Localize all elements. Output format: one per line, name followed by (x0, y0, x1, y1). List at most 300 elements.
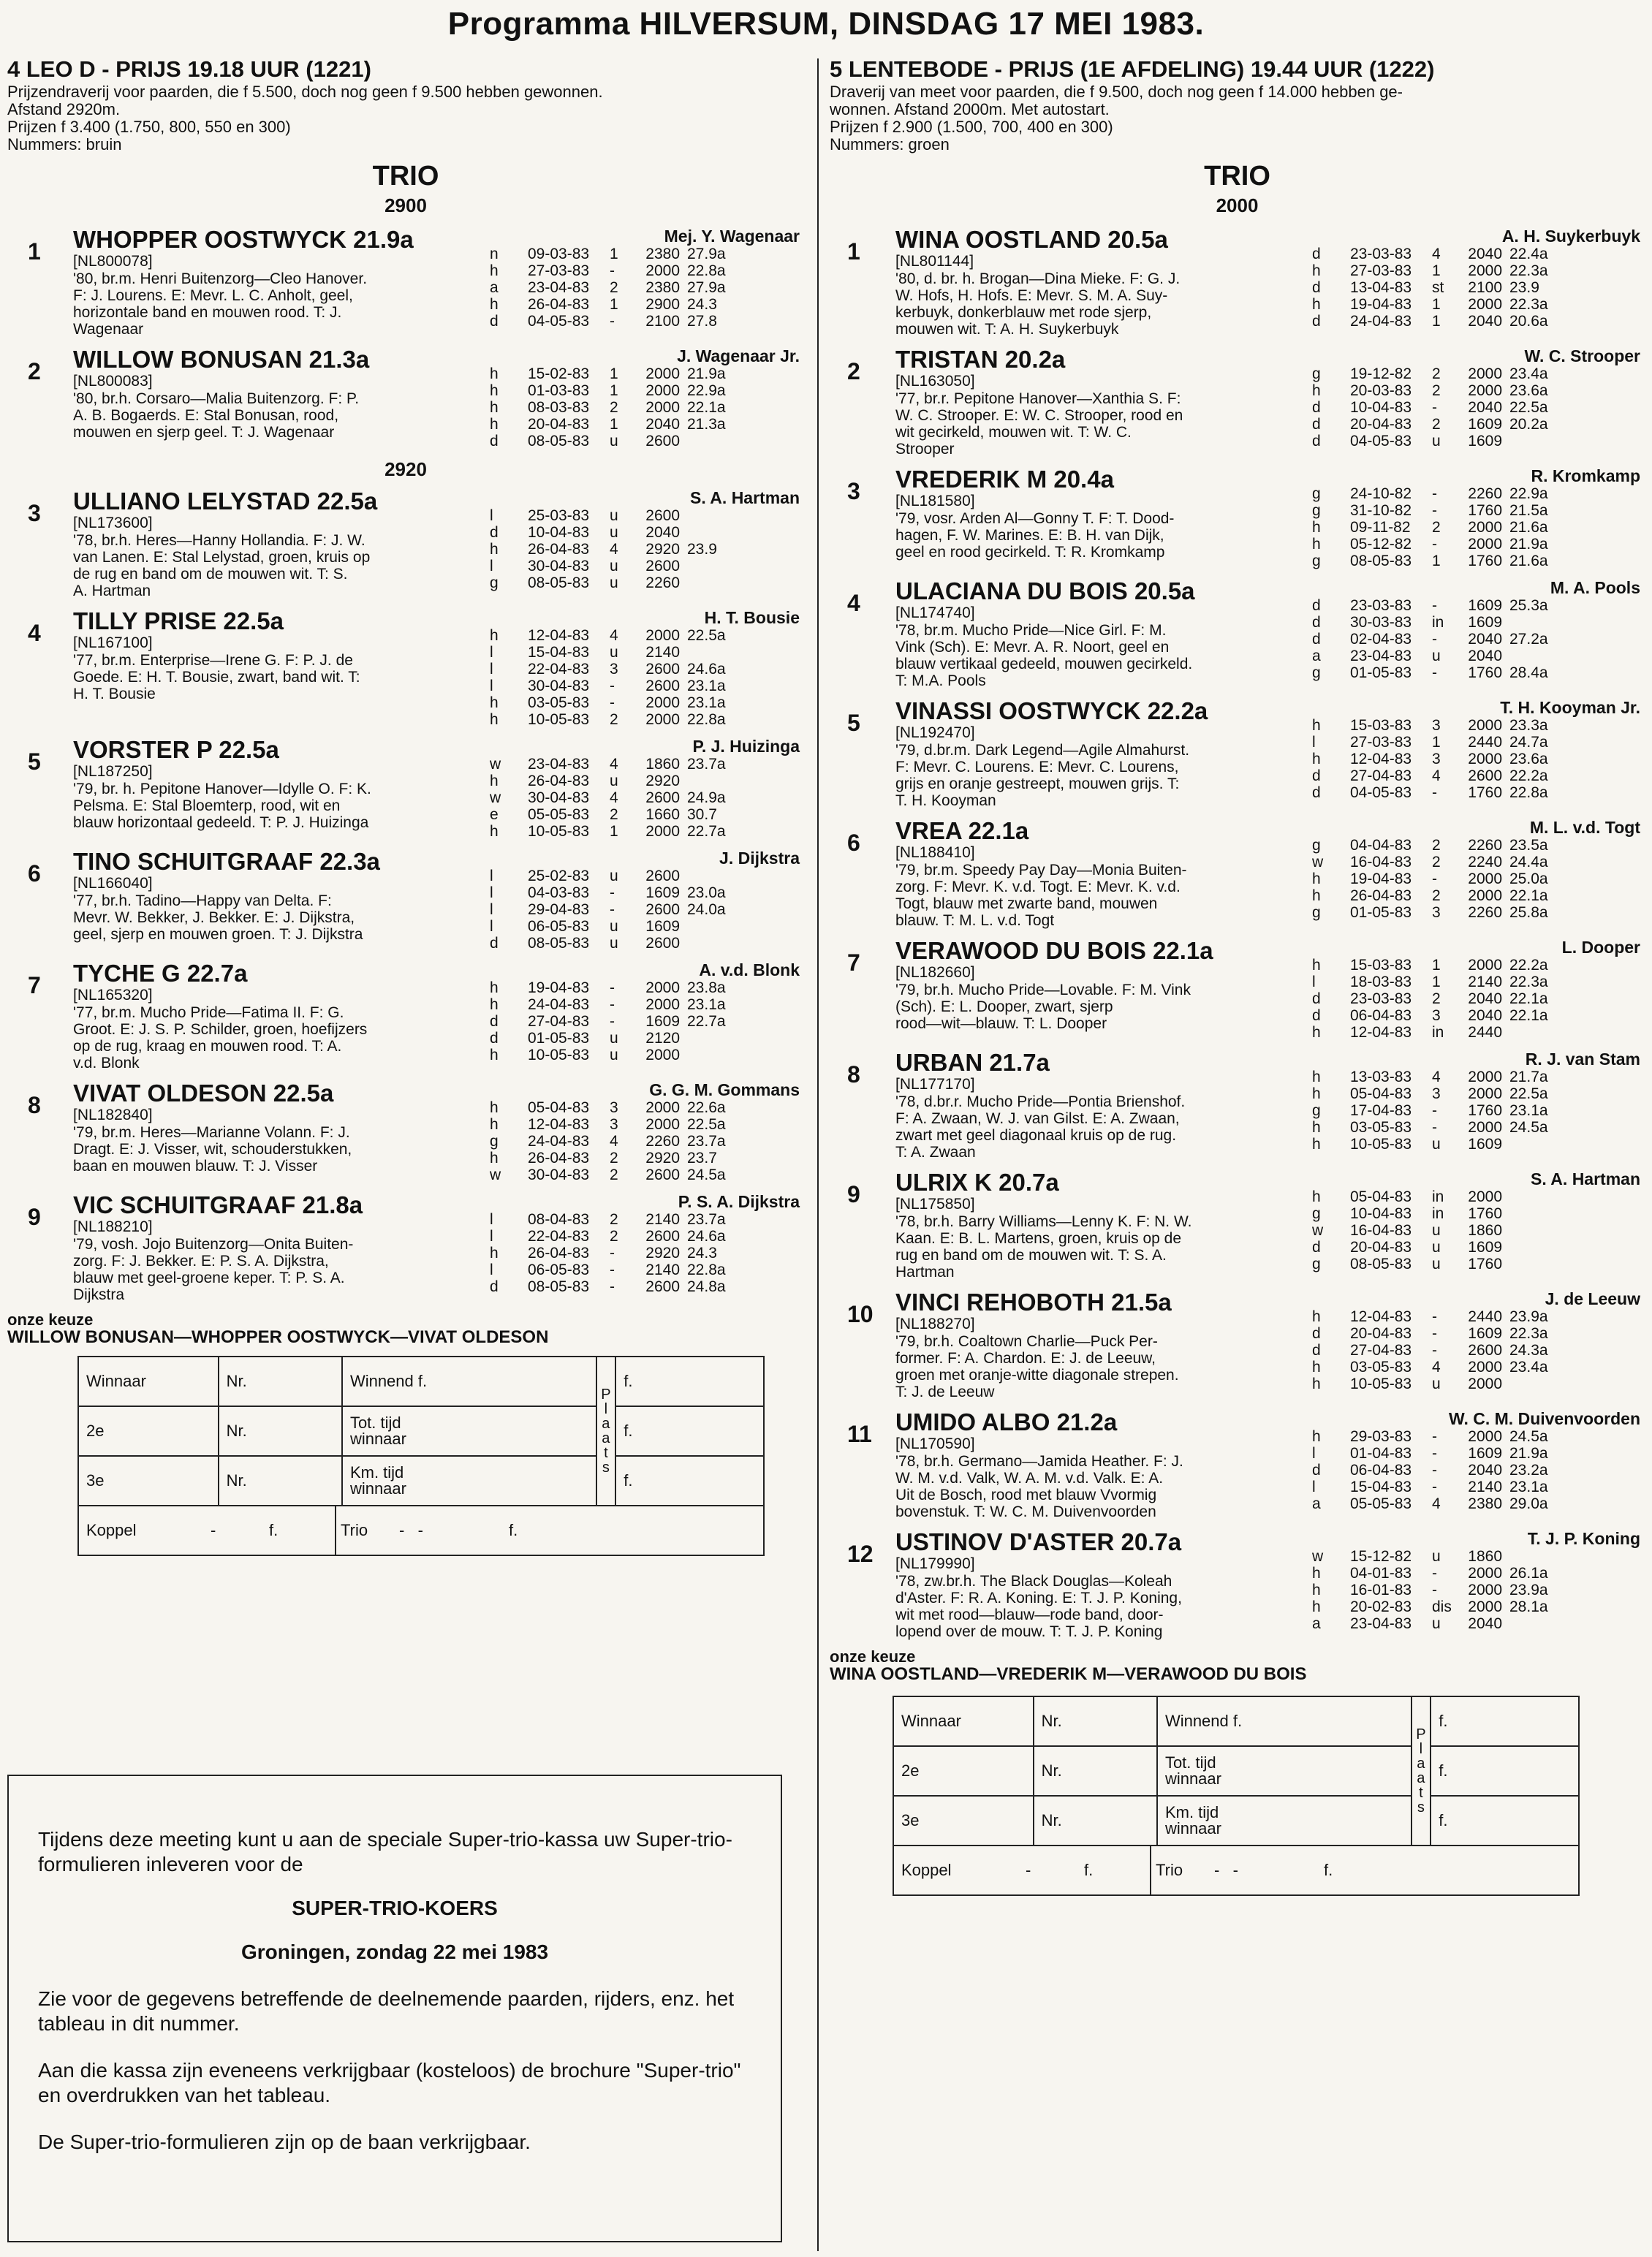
race-time: 22.5a (687, 1116, 726, 1133)
race-distance: 1609 (1468, 1239, 1502, 1256)
race-distance: 2140 (1468, 974, 1502, 990)
tweede-label: 2e (893, 1746, 1034, 1796)
placing: 3 (1432, 751, 1441, 767)
placing: 2 (1432, 837, 1441, 854)
race-distance: 2000 (1468, 887, 1502, 904)
koppel-f: f. (269, 1521, 279, 1539)
race-distance: 2600 (645, 868, 680, 884)
track-code: l (490, 644, 493, 661)
track-code: d (490, 433, 499, 449)
koppel-label: Koppel (901, 1861, 952, 1879)
horse-code: [NL170590] (895, 1435, 975, 1452)
horse-details (73, 737, 482, 840)
horse-description-line: '77, br.h. Tadino—Happy van Delta. F: (73, 892, 332, 909)
track-code: a (490, 279, 499, 296)
trio-dashes: - - (1214, 1861, 1238, 1879)
placing: 3 (1432, 904, 1441, 921)
race-time: 23.6a (1509, 382, 1548, 399)
horse-number: 3 (28, 500, 41, 526)
track-code: w (490, 1167, 501, 1183)
result-table-left (77, 1356, 804, 1556)
track-code: h (1312, 1598, 1321, 1615)
race-distance: 1760 (1468, 1102, 1502, 1119)
race-distance: 2260 (645, 574, 680, 591)
horse-description-line: groen met oranje-witte diagonale strepen. (895, 1367, 1179, 1384)
horse-entry (830, 466, 1645, 569)
race-time: 21.9a (1509, 1445, 1548, 1462)
placing: u (610, 935, 618, 952)
placing: 4 (1432, 767, 1441, 784)
track-code: w (1312, 1548, 1324, 1565)
performance-row (1305, 887, 1645, 904)
race-date: 05-05-83 (528, 806, 590, 823)
horse-description-line: Togt, blauw met zwarte band, mouwen (895, 895, 1158, 912)
horse-driver: W. C. Strooper (1524, 346, 1640, 365)
track-code: h (1312, 536, 1321, 553)
placing: - (1432, 1428, 1437, 1445)
placing: u (1432, 1222, 1441, 1239)
placing: 2 (610, 1167, 618, 1183)
race-distance: 2000 (1468, 751, 1502, 767)
horse-details (73, 608, 482, 728)
race-date: 06-04-83 (1350, 1007, 1412, 1024)
horse-description-line: Dragt. E: J. Visser, wit, schouderstukken, (73, 1141, 352, 1158)
race-time: 24.5a (1509, 1428, 1548, 1445)
race-date: 27-03-83 (528, 262, 590, 279)
horse-code: [NL175850] (895, 1196, 975, 1213)
result-table (893, 1696, 1580, 1896)
race-date: 04-05-83 (528, 313, 590, 330)
track-code: h (1312, 1069, 1321, 1085)
horse-number: 9 (28, 1204, 41, 1230)
track-code: d (1312, 1325, 1321, 1342)
placing: 2 (610, 806, 618, 823)
track-code: d (1312, 990, 1321, 1007)
performance-row (482, 901, 804, 918)
track-code: d (1312, 767, 1321, 784)
race-date: 12-04-83 (1350, 1308, 1412, 1325)
race-info (830, 83, 1645, 153)
label-line: Km. tijd (349, 1463, 404, 1482)
horse-description-line: Wagenaar (73, 321, 144, 338)
performance-row (1305, 1024, 1645, 1041)
horse-number: 4 (28, 620, 41, 646)
performance-row (482, 313, 804, 330)
race-time: 22.2a (1509, 957, 1548, 974)
horse-form (482, 849, 804, 952)
performance-row (1305, 1136, 1645, 1153)
plaats-letter: s (1417, 1799, 1425, 1816)
race-date: 08-04-83 (528, 1211, 590, 1228)
horse-form (1305, 938, 1645, 1041)
horse-name: WILLOW BONUSAN 21.3a (73, 346, 370, 373)
horse-entry (7, 737, 804, 840)
horse-form (482, 488, 804, 599)
horse-description-line: former. F: A. Chardon. E: J. de Leeuw, (895, 1350, 1156, 1367)
track-code: h (490, 382, 499, 399)
horse-description-line: van Lanen. E: Stal Lelystad, groen, kruis op (73, 549, 371, 566)
race-time: 21.9a (687, 365, 726, 382)
performance-row (482, 524, 804, 541)
race-date: 30-03-83 (1350, 614, 1412, 631)
placing: 2 (1432, 365, 1441, 382)
race-distance: 2240 (1468, 854, 1502, 870)
placing: u (610, 773, 618, 789)
placing: - (1432, 485, 1437, 502)
placing: u (1432, 1136, 1441, 1153)
track-code: l (490, 507, 493, 524)
horse-description-line: '80, d. br. h. Brogan—Dina Mieke. F: G. J. (895, 270, 1181, 287)
horse-number: 12 (847, 1541, 874, 1567)
track-code: g (1312, 553, 1321, 569)
horse-code: [NL179990] (895, 1555, 975, 1572)
race-time: 22.9a (687, 382, 726, 399)
horse-number: 7 (28, 972, 41, 998)
race-date: 23-04-83 (528, 756, 590, 773)
horse-name: TYCHE G 22.7a (73, 960, 248, 987)
race-distance: 2100 (645, 313, 680, 330)
horse-details (895, 1529, 1305, 1640)
horse-name: VINASSI OOSTWYCK 22.2a (895, 697, 1208, 724)
performance-row (1305, 365, 1645, 382)
placing: 1 (610, 365, 618, 382)
race-date: 30-04-83 (528, 558, 590, 574)
horse-entry (7, 608, 804, 728)
race-date: 04-01-83 (1350, 1565, 1412, 1582)
performance-row (1305, 1598, 1645, 1615)
performance-row (1305, 1119, 1645, 1136)
performance-row (1305, 784, 1645, 801)
race-date: 10-04-83 (1350, 1205, 1412, 1222)
placing: - (610, 901, 615, 918)
horse-driver: G. G. M. Gommans (649, 1080, 800, 1099)
performance-row (1305, 433, 1645, 449)
label-line: winnaar (349, 1430, 406, 1448)
placing: u (1432, 1615, 1441, 1632)
track-code: g (1312, 904, 1321, 921)
race-date: 10-04-83 (528, 524, 590, 541)
race-date: 27-04-83 (528, 1013, 590, 1030)
horse-number: 2 (847, 358, 860, 384)
performance-row (482, 1262, 804, 1278)
race-date: 08-05-83 (1350, 1256, 1412, 1272)
horse-entry (830, 698, 1645, 809)
race-distance: 2000 (1468, 1428, 1502, 1445)
track-code: l (490, 1262, 493, 1278)
race-distance: 2000 (645, 711, 680, 728)
horse-code: [NL187250] (73, 763, 153, 780)
race-date: 15-04-83 (528, 644, 590, 661)
race-date: 05-04-83 (1350, 1085, 1412, 1102)
placing: 3 (610, 661, 618, 678)
race-date: 08-05-83 (528, 1278, 590, 1295)
race-time: 23.0a (687, 884, 726, 901)
race-time: 24.3a (1509, 1342, 1548, 1359)
race-4-column (7, 57, 804, 1556)
koppel-cell (78, 1506, 764, 1555)
notice-paragraph: Zie voor de gegevens betreffende de deelnemende paarden, rijders, enz. het tableau in dit nummer. (38, 1987, 735, 2035)
f-label: f. (1431, 1796, 1579, 1846)
performance-row (482, 246, 804, 262)
race-time: 28.1a (1509, 1598, 1548, 1615)
race-time: 22.3a (1509, 1325, 1548, 1342)
track-code: e (490, 806, 499, 823)
horse-number: 1 (847, 238, 860, 265)
race-date: 05-04-83 (1350, 1188, 1412, 1205)
track-code: h (490, 979, 499, 996)
track-code: n (490, 246, 499, 262)
performance-row (482, 1116, 804, 1133)
placing: u (610, 868, 618, 884)
horse-driver: M. A. Pools (1550, 578, 1640, 597)
track-code: h (490, 694, 499, 711)
track-code: h (1312, 1119, 1321, 1136)
performance-row (1305, 485, 1645, 502)
race-time: 22.3a (1509, 262, 1548, 279)
horse-description-line: Dijkstra (73, 1286, 125, 1303)
horse-form (1305, 1169, 1645, 1281)
race-distance: 1609 (645, 1013, 680, 1030)
horse-description-line: mouwen en sjerp geel. T: J. Wagenaar (73, 424, 335, 441)
horse-description-line: '77, br.m. Mucho Pride—Fatima II. F: G. (73, 1004, 344, 1021)
race-time: 23.4a (1509, 1359, 1548, 1376)
horse-description-line: blauw horizontaal gedeeld. T: P. J. Huizinga (73, 814, 369, 831)
race-time: 27.9a (687, 279, 726, 296)
track-code: d (1312, 313, 1321, 330)
race-date: 20-04-83 (1350, 1325, 1412, 1342)
race-date: 03-05-83 (1350, 1359, 1412, 1376)
horse-description-line: F: J. Lourens. E: Mevr. L. C. Anholt, geel, (73, 287, 353, 304)
performance-row (482, 694, 804, 711)
race-distance: 1609 (645, 884, 680, 901)
race-date: 06-05-83 (528, 1262, 590, 1278)
race-distance: 2600 (645, 678, 680, 694)
placing: 4 (1432, 1495, 1441, 1512)
race-distance: 2040 (1468, 246, 1502, 262)
placing: 3 (1432, 1085, 1441, 1102)
performance-row (482, 678, 804, 694)
race-date: 26-04-83 (528, 1150, 590, 1167)
race-date: 13-03-83 (1350, 1069, 1412, 1085)
race-distance: 2000 (1468, 296, 1502, 313)
race-time: 23.4a (1509, 365, 1548, 382)
placing: u (610, 524, 618, 541)
race-date: 23-03-83 (1350, 597, 1412, 614)
race-date: 08-05-83 (528, 574, 590, 591)
performance-row (482, 1030, 804, 1047)
horse-description-line: '79, d.br.m. Dark Legend—Agile Almahurst. (895, 742, 1190, 759)
race-date: 15-12-82 (1350, 1548, 1412, 1565)
race-distance: 2040 (1468, 399, 1502, 416)
performance-row (482, 279, 804, 296)
race-distance: 2040 (1468, 648, 1502, 664)
horse-name: WHOPPER OOSTWYCK 21.9a (73, 226, 414, 253)
placing: 3 (610, 1099, 618, 1116)
performance-row (1305, 519, 1645, 536)
race-distance: 2000 (1468, 1376, 1502, 1392)
placing: - (610, 979, 615, 996)
track-code: h (490, 416, 499, 433)
race-date: 25-03-83 (528, 507, 590, 524)
track-code: h (490, 1245, 499, 1262)
horse-description-line: '78, zw.br.h. The Black Douglas—Koleah (895, 1573, 1172, 1590)
plaats-letter: a (602, 1430, 610, 1446)
horse-description-line: '78, br.h. Germano—Jamida Heather. F: J. (895, 1453, 1183, 1470)
horse-driver: S. A. Hartman (1531, 1169, 1640, 1188)
plaats-letter: a (602, 1416, 610, 1432)
horse-description-line: A. B. Bogaerds. E: Stal Bonusan, rood, (73, 407, 339, 424)
race-time: 23.9a (1509, 1582, 1548, 1598)
race-date: 26-04-83 (528, 1245, 590, 1262)
placing: - (1432, 1582, 1437, 1598)
performance-row (1305, 767, 1645, 784)
bet-type: TRIO (1204, 161, 1270, 191)
placing: - (1432, 664, 1437, 681)
horse-description-line: '77, br.m. Enterprise—Irene G. F: P. J. de (73, 652, 353, 669)
placing: st (1432, 279, 1444, 296)
performance-row (1305, 734, 1645, 751)
race-time: 24.0a (687, 901, 726, 918)
performance-row (1305, 631, 1645, 648)
placing: 1 (610, 246, 618, 262)
horse-description-line: '78, br.h. Barry Williams—Lenny K. F: N. W. (895, 1213, 1192, 1230)
placing: - (610, 884, 615, 901)
track-code: a (1312, 1495, 1321, 1512)
horse-description-line: blauw vertikaal gedeeld, mouwen gecirkeld. (895, 656, 1193, 672)
horse-number: 6 (847, 830, 860, 856)
track-code: h (1312, 1024, 1321, 1041)
f-label: f. (1431, 1696, 1579, 1746)
performance-row (1305, 648, 1645, 664)
race-distance: 2000 (645, 823, 680, 840)
track-code: h (1312, 1428, 1321, 1445)
horse-form (1305, 1289, 1645, 1400)
track-code: d (1312, 597, 1321, 614)
placing: 1 (1432, 734, 1441, 751)
placing: u (610, 507, 618, 524)
placing: in (1432, 614, 1444, 631)
race-distance: 1860 (645, 756, 680, 773)
horse-number: 5 (847, 710, 860, 736)
race-date: 10-04-83 (1350, 399, 1412, 416)
race-time: 29.0a (1509, 1495, 1548, 1512)
performance-row (1305, 1102, 1645, 1119)
trio-label: Trio (341, 1521, 368, 1539)
label-line: Tot. tijd (349, 1414, 401, 1432)
race-date: 15-04-83 (1350, 1479, 1412, 1495)
placing: 3 (610, 1116, 618, 1133)
race-date: 18-03-83 (1350, 974, 1412, 990)
track-code: g (1312, 837, 1321, 854)
horse-number: 7 (847, 949, 860, 976)
race-date: 23-04-83 (528, 279, 590, 296)
race-time: 22.3a (1509, 974, 1548, 990)
placing: u (1432, 1239, 1441, 1256)
race-date: 09-11-82 (1350, 519, 1411, 536)
race-date: 05-04-83 (528, 1099, 590, 1116)
horse-description-line: Kaan. E: B. L. Martens, groen, kruis op de (895, 1230, 1182, 1247)
race-distance: 2260 (1468, 837, 1502, 854)
horse-description-line: bovenstuk. T: W. C. M. Duivenvoorden (895, 1503, 1156, 1520)
horse-driver: A. H. Suykerbuyk (1501, 227, 1640, 246)
placing: 4 (610, 756, 618, 773)
placing: 2 (1432, 382, 1441, 399)
koppel-dash: - (1026, 1861, 1031, 1879)
performance-row (1305, 1376, 1645, 1392)
placing: u (1432, 1256, 1441, 1272)
track-code: h (1312, 1308, 1321, 1325)
plaats-label (1412, 1696, 1431, 1846)
horse-name: ULLIANO LELYSTAD 22.5a (73, 488, 378, 515)
race-distance: 2920 (645, 1150, 680, 1167)
horse-code: [NL801144] (895, 253, 974, 270)
plaats-letter: t (604, 1445, 608, 1461)
performance-row (1305, 614, 1645, 631)
horse-details (895, 1409, 1305, 1520)
placing: 2 (610, 279, 618, 296)
race-date: 16-04-83 (1350, 854, 1412, 870)
horse-description-line: '79, br.h. Mucho Pride—Lovable. F: M. Vink (895, 982, 1191, 998)
placing: 3 (1432, 1007, 1441, 1024)
horse-code: [NL163050] (895, 373, 975, 390)
horse-entry (830, 1050, 1645, 1161)
race-info-line: wonnen. Afstand 2000m. Met autostart. (830, 100, 1110, 118)
placing: 2 (610, 711, 618, 728)
performance-row (482, 1047, 804, 1063)
result-table-right (893, 1696, 1645, 1896)
race-distance: 2000 (645, 694, 680, 711)
horse-code: [NL177170] (895, 1076, 975, 1093)
race-time: 22.8a (687, 1262, 726, 1278)
race-time: 23.3a (1509, 717, 1548, 734)
race-distance: 1760 (1468, 553, 1502, 569)
race-time: 22.8a (687, 262, 726, 279)
horse-description-line: F: A. Zwaan, W. J. van Gilst. E: A. Zwaan, (895, 1110, 1180, 1127)
race-time: 22.6a (687, 1099, 726, 1116)
horse-name: TRISTAN 20.2a (895, 346, 1066, 373)
placing: u (610, 644, 618, 661)
placing: 4 (610, 1133, 618, 1150)
horse-description-line: d'Aster. F: R. A. Koning. E: T. J. P. Koning, (895, 1590, 1182, 1607)
race-distance: 2040 (1468, 990, 1502, 1007)
horse-description-line: lopend over de mouw. T: T. J. P. Koning (895, 1623, 1163, 1640)
horse-description-line: Uit de Bosch, rood met blauw Vvormig (895, 1487, 1157, 1503)
performance-row (482, 365, 804, 382)
track-code: w (1312, 1222, 1324, 1239)
race-distance: 1609 (1468, 1445, 1502, 1462)
placing: in (1432, 1205, 1444, 1222)
performance-row (482, 416, 804, 433)
race-info-line: Prijzendraverij voor paarden, die f 5.500, doch nog geen f 9.500 hebben gewonnen. (7, 83, 603, 101)
horse-form (482, 960, 804, 1071)
placing: in (1432, 1024, 1444, 1041)
race-distance: 2040 (1468, 1462, 1502, 1479)
race-distance: 2920 (645, 1245, 680, 1262)
track-code: d (1312, 1462, 1321, 1479)
winnaar-label: Winnaar (893, 1696, 1034, 1746)
placing: u (610, 1047, 618, 1063)
track-code: h (1312, 1188, 1321, 1205)
race-date: 19-04-83 (1350, 296, 1412, 313)
horse-driver: H. T. Bousie (704, 608, 800, 627)
track-code: h (490, 1116, 499, 1133)
nr-label: Nr. (1034, 1746, 1157, 1796)
nr-label: Nr. (219, 1456, 342, 1506)
performance-row (1305, 1495, 1645, 1512)
winnend-label: Winnend f. (1157, 1696, 1412, 1746)
derde-label: 3e (78, 1456, 219, 1506)
horse-entry (830, 938, 1645, 1041)
